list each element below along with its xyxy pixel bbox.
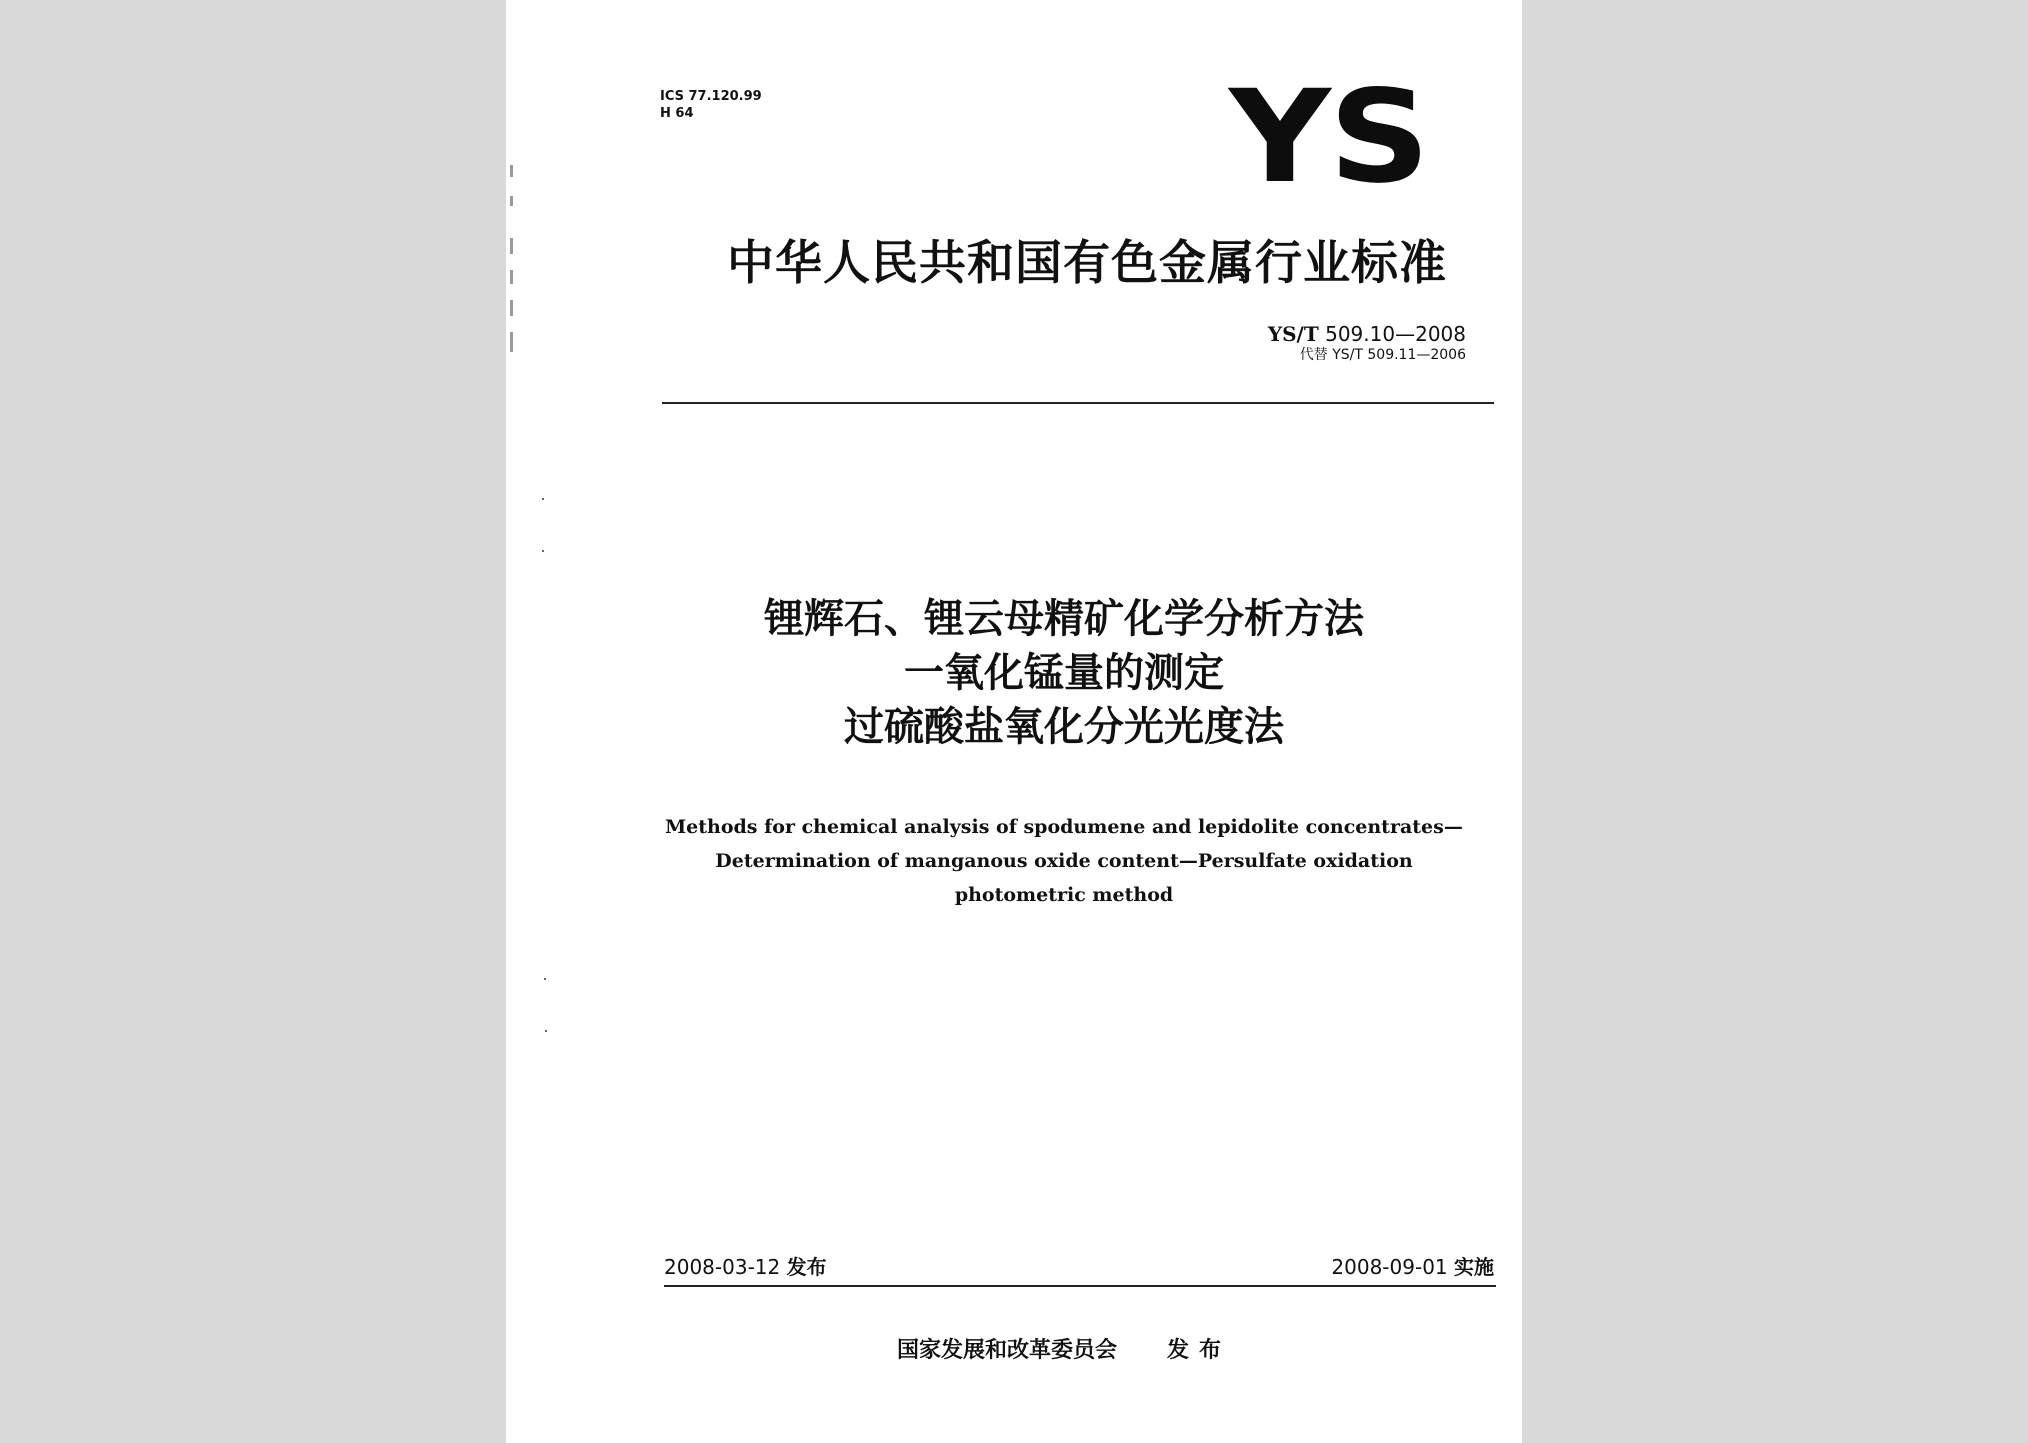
replaces-code: 509.11—2006	[1367, 347, 1466, 363]
footer-divider	[664, 1285, 1496, 1287]
header-divider	[662, 402, 1494, 404]
ys-logo: YS	[1229, 63, 1428, 212]
classification-codes	[660, 88, 762, 122]
ics-code: ICS 77.120.99	[660, 89, 762, 104]
issue-date-value: 2008-03-12	[664, 1255, 781, 1279]
english-title	[606, 810, 1522, 912]
issue-date	[664, 1254, 827, 1280]
scan-edge-mark	[510, 165, 513, 177]
replaces-standard	[1268, 346, 1466, 364]
standard-number-block	[1268, 322, 1466, 364]
scan-edge-mark	[510, 196, 513, 206]
chinese-title	[606, 592, 1522, 754]
scan-edge-mark	[510, 238, 513, 254]
ccs-code: H 64	[660, 106, 694, 121]
standard-code: 509.10—2008	[1325, 322, 1466, 346]
replaces-prefix: YS/T	[1332, 347, 1363, 363]
scan-edge-mark	[510, 270, 513, 284]
scan-speck	[545, 1030, 547, 1032]
chinese-title-line-2: 一氧化锰量的测定	[904, 650, 1224, 696]
english-title-line-2: Determination of manganous oxide content—Persulfate oxidation	[715, 850, 1413, 872]
english-title-line-3: photometric method	[954, 884, 1174, 906]
standard-number	[1268, 322, 1466, 346]
scan-edge-mark	[510, 332, 513, 352]
implementation-date	[1331, 1254, 1494, 1280]
chinese-title-line-1: 锂辉石、锂云母精矿化学分析方法	[764, 596, 1364, 642]
publisher-action: 发布	[1167, 1338, 1232, 1363]
english-title-line-1: Methods for chemical analysis of spodumene and lepidolite concentrates—	[665, 816, 1463, 838]
standard-prefix: YS/T	[1267, 322, 1319, 346]
scan-edge-mark	[510, 300, 513, 316]
document-page	[506, 0, 1522, 1443]
implementation-date-value: 2008-09-01	[1331, 1255, 1448, 1279]
publisher-line	[606, 1336, 1522, 1366]
issue-date-label: 发布	[786, 1255, 827, 1279]
standard-category-title: 中华人民共和国有色金属行业标准	[727, 236, 1447, 291]
publisher-name: 国家发展和改革委员会	[896, 1338, 1117, 1363]
scan-speck	[542, 550, 544, 552]
chinese-title-line-3: 过硫酸盐氧化分光光度法	[844, 704, 1284, 750]
replaces-label: 代替	[1299, 347, 1328, 363]
scan-speck	[544, 978, 546, 980]
scan-speck	[542, 498, 544, 500]
implementation-date-label: 实施	[1454, 1255, 1494, 1279]
